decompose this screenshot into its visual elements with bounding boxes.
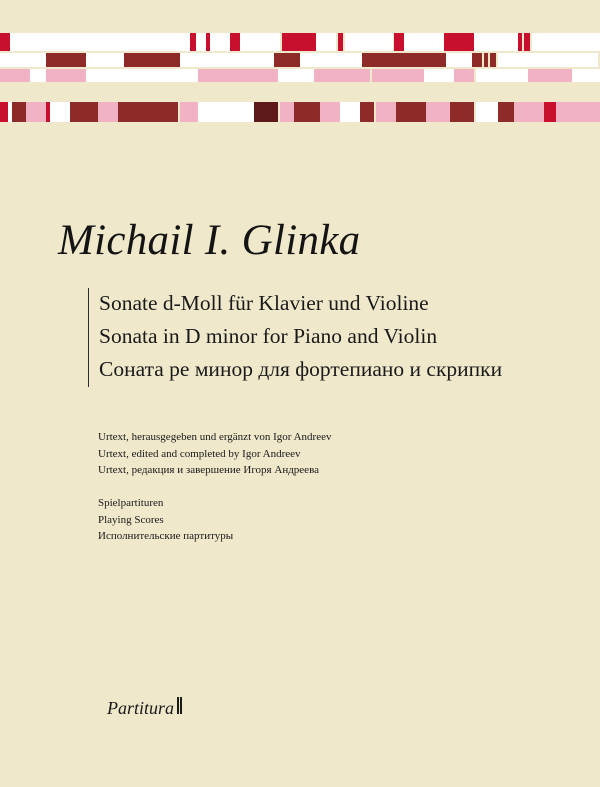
series-english: Playing Scores xyxy=(98,513,164,526)
stripe-row-0-seg-20 xyxy=(532,33,572,51)
stripe-row-3-seg-4 xyxy=(46,102,50,122)
stripe-row-0-seg-15 xyxy=(444,33,454,51)
title-english: Sonata in D minor for Piano and Violin xyxy=(99,324,438,348)
stripe-row-2-seg-7 xyxy=(364,69,370,82)
stripe-row-2-seg-9 xyxy=(424,69,454,82)
series-info xyxy=(98,495,233,545)
series-german: Spielpartituren xyxy=(98,497,164,509)
stripe-row-0-seg-4 xyxy=(206,33,210,51)
stripe-row-3-seg-6 xyxy=(70,102,98,122)
publisher-logo-text: Partitura xyxy=(107,698,175,718)
stripe-row-2-seg-11 xyxy=(476,69,528,82)
stripe-row-1-seg-1 xyxy=(46,53,86,67)
stripe-row-3-seg-19 xyxy=(426,102,450,122)
stripe-row-3-seg-15 xyxy=(340,102,360,122)
stripe-row-3-seg-14 xyxy=(320,102,340,122)
stripe-row-3-seg-0 xyxy=(0,102,8,122)
stripe-row-0-seg-8 xyxy=(244,33,280,51)
stripe-row-3-seg-13 xyxy=(294,102,320,122)
stripe-row-3-seg-2 xyxy=(12,102,26,122)
stripe-row-3-seg-17 xyxy=(376,102,396,122)
stripe-row-3-seg-5 xyxy=(50,102,70,122)
stripe-row-0-seg-5 xyxy=(210,33,230,51)
stripe-row-2-seg-13 xyxy=(572,69,600,82)
stripe-row-2-seg-6 xyxy=(314,69,364,82)
stripe-row-1-seg-13 xyxy=(498,53,598,67)
stripe-row-1-seg-4 xyxy=(180,53,274,67)
stripe-row-0-seg-17 xyxy=(474,33,518,51)
stripe-row-3-seg-3 xyxy=(26,102,46,122)
stripe-row-1-seg-11 xyxy=(484,53,488,67)
stripe-row-1-seg-9 xyxy=(446,53,472,67)
stripe-row-0-seg-16 xyxy=(454,33,474,51)
stripe-row-1-seg-6 xyxy=(300,53,362,67)
stripe-row-2-seg-0 xyxy=(0,69,30,82)
title-russian: Соната ре минор для фортепиано и скрипки xyxy=(99,357,503,381)
piano-roll-decoration xyxy=(0,0,600,130)
stripe-row-1-seg-5 xyxy=(274,53,300,67)
publisher-logo-bars-icon xyxy=(177,697,183,719)
edition-russian: Urtext, редакция и завершение Игоря Андреева xyxy=(98,464,319,476)
publisher-logo xyxy=(107,698,183,721)
series-russian: Исполнительские партитуры xyxy=(98,530,234,542)
stripe-row-0-seg-6 xyxy=(230,33,240,51)
stripe-row-1-seg-12 xyxy=(490,53,496,67)
stripe-row-2-seg-2 xyxy=(46,69,86,82)
stripe-row-0-seg-14 xyxy=(404,33,444,51)
stripe-row-2-seg-1 xyxy=(30,69,46,82)
stripe-row-0-seg-19 xyxy=(524,33,530,51)
stripe-row-2-seg-8 xyxy=(372,69,424,82)
stripe-row-2-seg-4 xyxy=(198,69,278,82)
stripe-row-0-seg-13 xyxy=(394,33,404,51)
stripe-row-3-seg-23 xyxy=(514,102,544,122)
stripe-row-3-seg-7 xyxy=(98,102,118,122)
stripe-row-2-seg-3 xyxy=(86,69,198,82)
stripe-row-3-seg-21 xyxy=(476,102,498,122)
stripe-row-1-seg-0 xyxy=(0,53,46,67)
edition-english: Urtext, edited and completed by Igor Andreev xyxy=(98,447,301,460)
stripe-row-3-seg-11 xyxy=(254,102,278,122)
stripe-row-3-seg-25 xyxy=(556,102,600,122)
stripe-row-0-seg-12 xyxy=(345,33,393,51)
stripe-row-3-seg-22 xyxy=(498,102,514,122)
stripe-row-2-seg-10 xyxy=(454,69,474,82)
stripe-row-1-seg-2 xyxy=(86,53,124,67)
stripe-row-3-seg-12 xyxy=(280,102,294,122)
stripe-row-2-seg-5 xyxy=(278,69,314,82)
stripe-row-1-seg-8 xyxy=(376,53,446,67)
stripe-row-3-seg-8 xyxy=(118,102,178,122)
stripe-row-1-seg-7 xyxy=(362,53,376,67)
stripe-row-3-seg-9 xyxy=(180,102,198,122)
stripe-row-0-seg-2 xyxy=(190,33,196,51)
stripe-row-0-seg-10 xyxy=(316,33,336,51)
stripe-row-0-seg-1 xyxy=(10,33,190,51)
composer-name: Michail I. Glinka xyxy=(58,217,361,264)
title-block xyxy=(88,288,599,387)
stripe-row-3-seg-24 xyxy=(544,102,556,122)
stripe-row-3-seg-18 xyxy=(396,102,426,122)
stripe-row-3-seg-16 xyxy=(360,102,374,122)
edition-info xyxy=(98,429,331,479)
stripe-row-2-seg-12 xyxy=(528,69,572,82)
stripe-row-1-seg-10 xyxy=(472,53,482,67)
stripe-row-0-seg-9 xyxy=(282,33,316,51)
stripe-row-3-seg-10 xyxy=(198,102,254,122)
stripe-row-1-seg-3 xyxy=(124,53,180,67)
stripe-row-3-seg-1 xyxy=(8,102,12,122)
title-german: Sonate d-Moll für Klavier und Violine xyxy=(99,291,429,315)
stripe-row-0-seg-18 xyxy=(518,33,522,51)
stripe-row-0-seg-11 xyxy=(338,33,343,51)
edition-german: Urtext, herausgegeben und ergänzt von Igor Andreev xyxy=(98,431,332,443)
stripe-row-0-seg-3 xyxy=(196,33,206,51)
stripe-row-0-seg-0 xyxy=(0,33,10,51)
stripe-row-3-seg-20 xyxy=(450,102,474,122)
stripe-row-0-seg-21 xyxy=(572,33,600,51)
stripe-row-0-seg-7 xyxy=(240,33,244,51)
